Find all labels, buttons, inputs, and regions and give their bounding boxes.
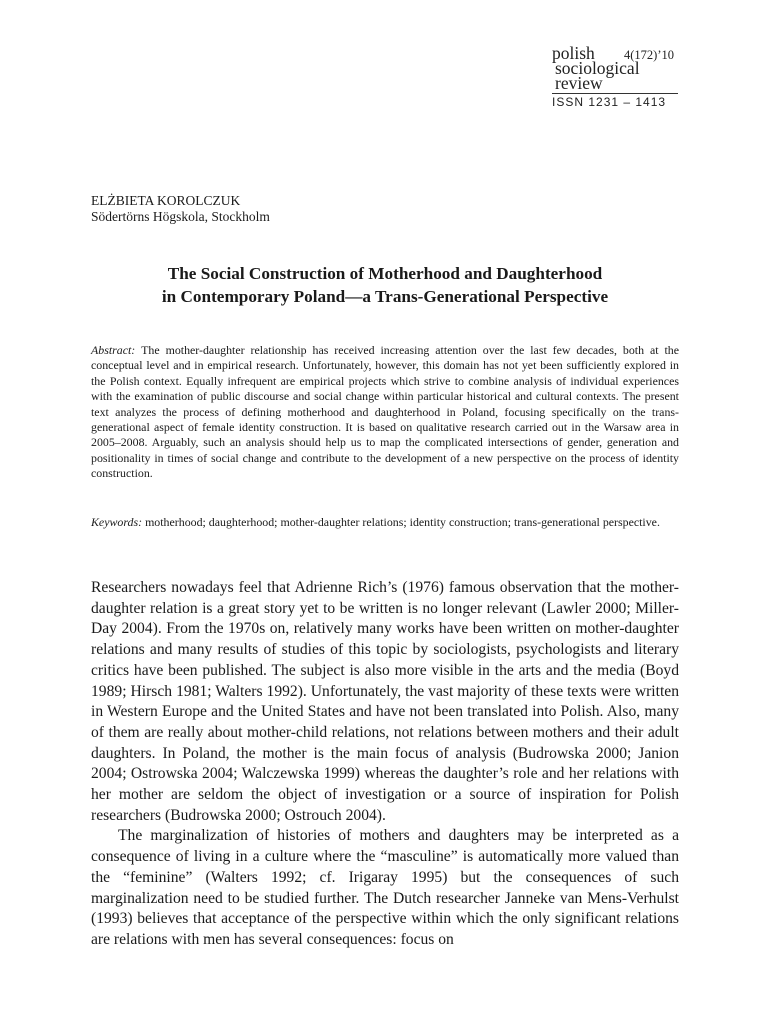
paragraph-2: The marginalization of histories of mothers and daughters may be interpreted as a consequence of living in a culture where the “masculine” is automatically more valued than the “feminine” (Walters 1992; cf. Irigaray 1995) but the consequences of such marginalization need to be studied further. The Dutch researcher Janneke van Mens-Verhulst (1993) believes that acceptance of the perspective within which the only significant relations are relations with men has several consequences: focus on xyxy=(91,827,679,948)
journal-name-review: review xyxy=(555,73,603,93)
author-block xyxy=(91,193,270,225)
keywords-label: Keywords: xyxy=(91,515,146,529)
issn: ISSN 1231 – 1413 xyxy=(552,93,678,109)
abstract-text: The mother-daughter relationship has received increasing attention over the last few decades, both at the conceptual level and in empirical research. Unfortunately, however, this domain has not yet been sufficiently explored in the Polish context. Equally infrequent are empirical projects which strive to combine analysis of individual experiences with the examination of public discourse and social change within particular historical and cultural contexts. The present text analyzes the process of defining motherhood and daughterhood in Poland, focusing specifically on the trans-generational aspect of female identity construction. It is based on qualitative research carried out in the Warsaw area in 2005–2008. Arguably, such an analysis should help us to map the complicated intersections of gender, generation and positionality in times of social change and contribute to the development of a new perspective on the process of identity construction. xyxy=(91,343,679,481)
body-text xyxy=(91,578,679,951)
title-line-1: The Social Construction of Motherhood and Daughterhood xyxy=(167,264,603,283)
paragraph-1: Researchers nowadays feel that Adrienne Rich’s (1976) famous observation that the mother-daughter relation is a great story yet to be written is no longer relevant (Lawler 2000; Miller-Day 2004). From the 1970s on, relatively many works have been written on mother-daughter relations and many results of studies of this topic by sociologists, psychologists and literary critics have been published. The subject is also more visible in the arts and the media (Boyd 1989; Hirsch 1981; Walters 1992). Unfortunately, the vast majority of these texts were written in Western Europe and the United States and have not been translated into Polish. Also, many of them are really about mother-child relations, not relations between mothers and their adult daughters. In Poland, the mother is the main focus of analysis (Budrowska 2000; Janion 2004; Ostrowska 2004; Walczewska 1999) whereas the daughter’s role and her relations with her mother are seldom the object of investigation or a source of inspiration for Polish researchers (Budrowska 2000; Ostrouch 2004). xyxy=(91,579,679,824)
abstract xyxy=(91,343,679,482)
issue-number: 4(172)’10 xyxy=(624,48,674,62)
keywords-text: motherhood; daughterhood; mother-daughter relations; identity construction; trans-generational perspective. xyxy=(145,515,660,529)
journal-name-polish: polish xyxy=(552,43,595,63)
author-name: ELŻBIETA KOROLCZUK xyxy=(91,193,241,208)
abstract-label: Abstract: xyxy=(91,343,142,357)
journal-name-sociological: sociological xyxy=(555,58,640,78)
author-affiliation: Södertörns Högskola, Stockholm xyxy=(91,209,270,224)
article-title xyxy=(91,262,679,308)
title-line-2: in Contemporary Poland—a Trans-Generational Perspective xyxy=(161,287,609,306)
journal-masthead xyxy=(552,43,682,109)
keywords xyxy=(91,515,679,530)
